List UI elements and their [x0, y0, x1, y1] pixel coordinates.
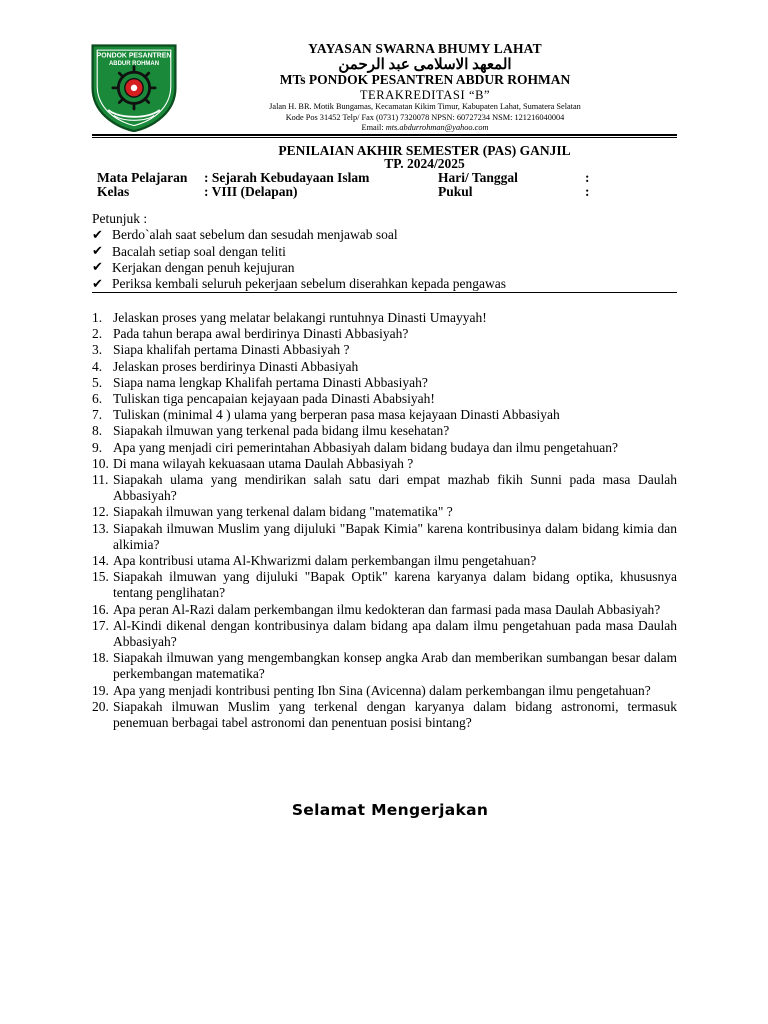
question-text: Apa peran Al-Razi dalam perkembangan ilmu kedokteran dan farmasi pada masa Daulah Abbasiyah? [113, 601, 661, 617]
checkmark-icon: ✔ [92, 227, 103, 243]
question-number: 15. [92, 569, 109, 585]
foundation-name: YAYASAN SWARNA BHUMY LAHAT [308, 41, 542, 56]
class-label: Kelas [97, 184, 130, 199]
day-date-label: Hari/ Tanggal [438, 170, 518, 185]
question-item [92, 342, 677, 358]
question-item [92, 699, 677, 731]
question-text: Jelaskan proses berdirinya Dinasti Abbasiyah [113, 358, 359, 374]
question-item [92, 423, 677, 439]
email-label: Email: [361, 123, 384, 132]
question-number: 5. [92, 374, 103, 390]
question-text: Siapakah ilmuwan yang mengembangkan konsep angka Arab dan memberikan sumbangan besar dalam perkembangan matematika? [113, 650, 677, 682]
question-item [92, 504, 677, 520]
instruction-item: ✔ Periksa kembali seluruh pekerjaan sebelum diserahkan kepada pengawas [92, 276, 506, 292]
email-address: mts.abdurrohman@yahoo.com [385, 123, 489, 132]
question-number: 13. [92, 520, 109, 536]
question-text: Siapakah ilmuwan Muslim yang terkenal dengan karyanya dalam bidang astronomi, termasuk penemuan berbagai tabel astronomi dan penentuan posisi bintang? [113, 698, 677, 731]
subject-label: Mata Pelajaran [97, 170, 188, 185]
question-number: 14. [92, 553, 109, 569]
checkmark-icon: ✔ [92, 276, 103, 292]
question-number: 9. [92, 439, 103, 455]
instructions-heading: Petunjuk : [92, 211, 148, 226]
question-text: Tuliskan tiga pencapaian kejayaan pada Dinasti Ababsiyah! [113, 391, 435, 407]
exam-title: PENILAIAN AKHIR SEMESTER (PAS) GANJIL [278, 143, 571, 158]
question-text: Pada tahun berapa awal berdirinya Dinasti Abbasiyah? [113, 326, 409, 342]
accreditation-status: TERAKREDITASI “B” [359, 88, 491, 102]
question-text: Apa kontribusi utama Al-Khwarizmi dalam perkembangan ilmu pengetahuan? [113, 553, 537, 569]
question-text: Di mana wilayah kekuasaan utama Daulah Abbasiyah ? [113, 455, 414, 471]
question-text: Al-Kindi dikenal dengan kontribusinya dalam bidang apa dalam ilmu pengetahuan pada masa Daulah Abbasiyah? [113, 617, 677, 650]
instructions-divider [92, 292, 677, 293]
question-item [92, 553, 677, 569]
question-number: 12. [92, 504, 109, 520]
question-number: 19. [92, 682, 109, 698]
day-date-value: : [585, 170, 590, 185]
header-divider-thick [92, 134, 677, 136]
instruction-item: ✔ Kerjakan dengan penuh kejujuran [92, 259, 295, 276]
question-item [92, 359, 677, 375]
school-logo [88, 40, 180, 132]
exam-year: TP. 2024/2025 [384, 156, 465, 171]
question-text: Siapakah ilmuwan yang terkenal pada bidang ilmu kesehatan? [113, 423, 450, 439]
question-number: 8. [92, 423, 103, 439]
question-item [92, 440, 677, 456]
question-number: 10. [92, 455, 109, 471]
subject-value: : Sejarah Kebudayaan Islam [204, 170, 370, 185]
closing-message: Selamat Mengerjakan [291, 801, 489, 819]
question-text: Siapakah ilmuwan Muslim yang dijuluki "Bapak Kimia" karena kontribusinya dalam bidang kimia dan alkimia? [113, 520, 677, 552]
question-item [92, 521, 677, 553]
logo-text-mid: ABDUR ROHMAN [108, 60, 160, 67]
logo-text-top: PONDOK PESANTREN [96, 52, 172, 60]
question-item [92, 407, 677, 423]
school-address [180, 102, 670, 134]
question-item [92, 569, 677, 601]
question-number: 3. [92, 342, 103, 358]
question-text: Siapa khalifah pertama Dinasti Abbasiyah ? [113, 342, 350, 358]
instruction-item: ✔ Bacalah setiap soal dengan teliti [92, 243, 286, 260]
checkmark-icon: ✔ [92, 260, 103, 276]
question-number: 1. [92, 310, 103, 325]
address-line-1: Jalan H. BR. Motik Bungamas, Kecamatan Kikim Timur, Kabupaten Lahat, Sumatera Selatan [269, 102, 581, 111]
question-text: Siapakah ilmuwan yang terkenal dalam bidang "matematika" ? [113, 504, 453, 520]
question-item [92, 602, 677, 618]
question-item [92, 375, 677, 391]
question-number: 11. [92, 472, 109, 488]
question-list [92, 310, 677, 731]
question-text: Apa yang menjadi kontribusi penting Ibn Sina (Avicenna) dalam perkembangan ilmu pengetahuan? [113, 682, 651, 698]
question-text: Siapakah ilmuwan yang dijuluki "Bapak Optik" karena karyanya dalam bidang optika, khususnya tentang penglihatan? [113, 569, 677, 601]
instruction-item: ✔ Berdo`alah saat sebelum dan sesudah menjawab soal [92, 227, 398, 243]
question-item [92, 310, 677, 326]
question-number: 16. [92, 601, 109, 617]
question-text: Apa yang menjadi ciri pemerintahan Abbasiyah dalam bidang budaya dan ilmu pengetahuan? [113, 439, 618, 455]
question-item [92, 683, 677, 699]
question-item [92, 618, 677, 650]
instructions-list [92, 227, 506, 293]
email-line [180, 123, 670, 134]
question-number: 4. [92, 358, 103, 374]
question-number: 7. [92, 407, 103, 423]
checkmark-icon: ✔ [92, 244, 103, 260]
class-value: : VIII (Delapan) [204, 184, 298, 199]
header-divider-thin [92, 137, 677, 138]
address-line-2: Kode Pos 31452 Telp/ Fax (0731) 7320078 NPSN: 60727234 NSM: 121216040004 [285, 112, 565, 122]
time-label: Pukul [438, 184, 473, 199]
question-item [92, 326, 677, 342]
question-text: Tuliskan (minimal 4 ) ulama yang berperan pasa masa kejayaan Dinasti Abbasiyah [113, 407, 560, 423]
question-text: Jelaskan proses yang melatar belakangi runtuhnya Dinasti Umayyah! [113, 310, 487, 325]
question-item [92, 391, 677, 407]
arabic-school-name: المعهد الاسلامى عبد الرحمن [338, 57, 512, 73]
time-value: : [585, 184, 590, 199]
question-number: 17. [92, 617, 109, 633]
school-name: MTs PONDOK PESANTREN ABDUR ROHMAN [279, 72, 571, 87]
question-text: Siapakah ulama yang mendirikan salah satu dari empat mazhab fikih Sunni pada masa Daulah Abbasiyah? [113, 472, 677, 504]
question-item [92, 650, 677, 682]
question-item [92, 456, 677, 472]
question-item [92, 472, 677, 504]
question-text: Siapa nama lengkap Khalifah pertama Dinasti Abbasiyah? [113, 374, 428, 390]
question-number: 2. [92, 326, 103, 342]
question-number: 18. [92, 650, 109, 666]
question-number: 6. [92, 391, 103, 407]
question-number: 20. [92, 698, 109, 714]
